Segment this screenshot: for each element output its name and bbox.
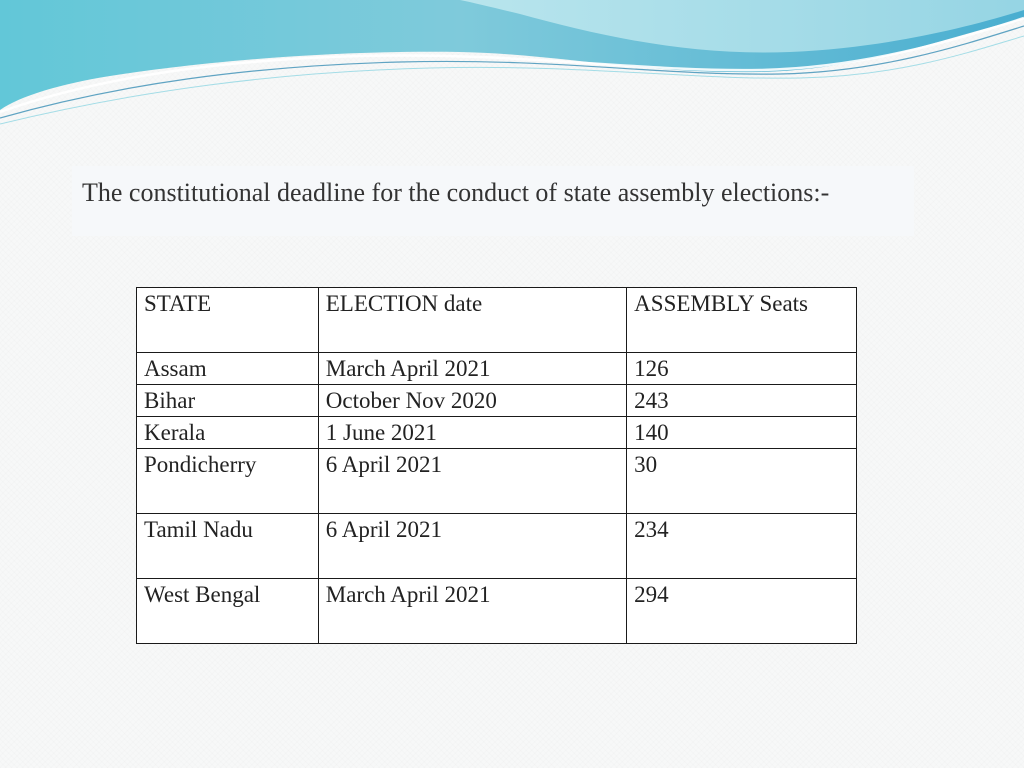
cell-election-date: 6 April 2021 bbox=[318, 449, 626, 514]
cell-state: Pondicherry bbox=[137, 449, 319, 514]
cell-seats: 234 bbox=[627, 514, 857, 579]
cell-election-date: 6 April 2021 bbox=[318, 514, 626, 579]
header-state: STATE bbox=[137, 288, 319, 353]
table-row bbox=[137, 353, 857, 385]
cell-state: Kerala bbox=[137, 417, 319, 449]
cell-election-date: March April 2021 bbox=[318, 579, 626, 644]
cell-seats: 243 bbox=[627, 385, 857, 417]
cell-state: Tamil Nadu bbox=[137, 514, 319, 579]
header-wave-decoration bbox=[0, 0, 1024, 130]
header-assembly-seats: ASSEMBLY Seats bbox=[627, 288, 857, 353]
elections-table bbox=[136, 287, 857, 644]
table-row bbox=[137, 449, 857, 514]
table-row bbox=[137, 417, 857, 449]
cell-seats: 294 bbox=[627, 579, 857, 644]
cell-state: West Bengal bbox=[137, 579, 319, 644]
cell-election-date: October Nov 2020 bbox=[318, 385, 626, 417]
cell-seats: 140 bbox=[627, 417, 857, 449]
intro-panel bbox=[72, 166, 914, 236]
table-row bbox=[137, 579, 857, 644]
header-election-date: ELECTION date bbox=[318, 288, 626, 353]
table-row bbox=[137, 385, 857, 417]
intro-heading: The constitutional deadline for the conduct of state assembly elections:- bbox=[82, 178, 830, 207]
cell-seats: 126 bbox=[627, 353, 857, 385]
cell-election-date: 1 June 2021 bbox=[318, 417, 626, 449]
cell-state: Assam bbox=[137, 353, 319, 385]
table-row bbox=[137, 514, 857, 579]
cell-election-date: March April 2021 bbox=[318, 353, 626, 385]
cell-seats: 30 bbox=[627, 449, 857, 514]
table-header-row bbox=[137, 288, 857, 353]
cell-state: Bihar bbox=[137, 385, 319, 417]
